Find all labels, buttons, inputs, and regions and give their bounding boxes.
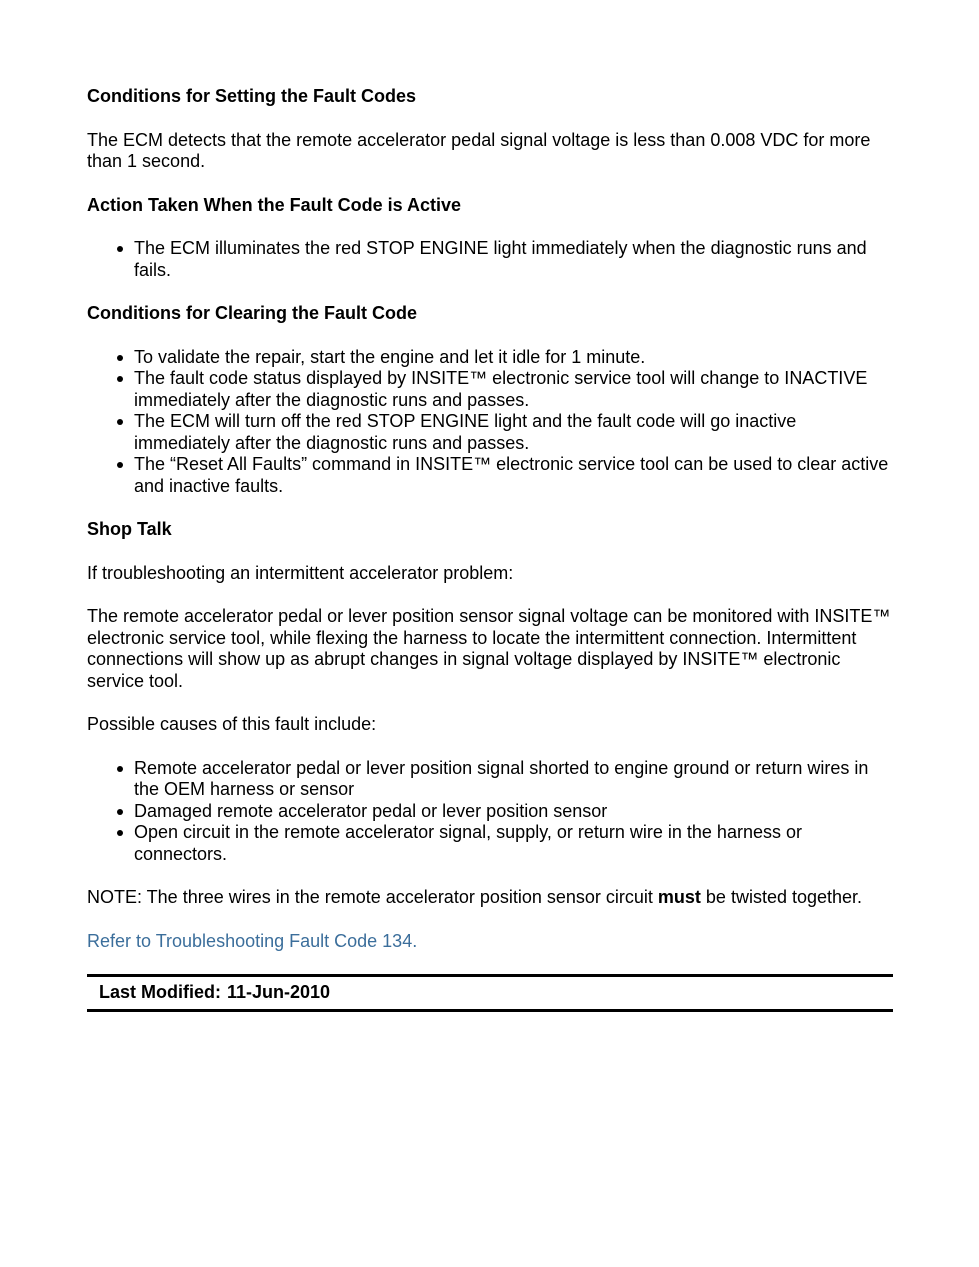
list-item: The fault code status displayed by INSITE™ electronic service tool will change to INACTIVE immediately after the diagnostic runs and passes.: [134, 368, 893, 411]
list-item: The ECM will turn off the red STOP ENGINE light and the fault code will go inactive immediately after the diagnostic runs and passes.: [134, 411, 893, 454]
list-item: Remote accelerator pedal or lever position signal shorted to engine ground or return wires in the OEM harness or sensor: [134, 758, 893, 801]
causes-intro: Possible causes of this fault include:: [87, 714, 377, 734]
last-modified-date: 11-Jun-2010: [227, 982, 331, 1003]
clearing-heading: Conditions for Clearing the Fault Code: [87, 303, 417, 323]
clearing-list: [87, 347, 893, 498]
list-item: To validate the repair, start the engine and let it idle for 1 minute.: [134, 347, 893, 369]
refer-fault-code-link[interactable]: Refer to Troubleshooting Fault Code 134.: [87, 930, 418, 951]
refer-paragraph: [87, 931, 893, 953]
document-content: [87, 86, 893, 1012]
list-item: Damaged remote accelerator pedal or lever position sensor: [134, 801, 893, 823]
note-emphasis: must: [657, 887, 701, 907]
action-heading: Action Taken When the Fault Code is Active: [87, 194, 462, 215]
shop-talk-intro: If troubleshooting an intermittent accelerator problem:: [87, 562, 514, 583]
action-list: [87, 238, 893, 281]
note-suffix: be twisted together.: [700, 887, 863, 907]
list-item: The “Reset All Faults” command in INSITE™ electronic service tool can be used to clear active and inactive faults.: [134, 454, 893, 497]
setting-heading: Conditions for Setting the Fault Codes: [87, 86, 416, 106]
note-prefix: NOTE: The three wires in the remote accelerator position sensor circuit: [87, 887, 658, 907]
shop-talk-text: The remote accelerator pedal or lever position sensor signal voltage can be monitored with INSITE™ electronic service tool, while flexing the harness to locate the intermittent connection. Intermittent connections will show up as abrupt changes in signal voltage displayed by INSITE™ electronic service tool.: [87, 606, 891, 691]
list-item: The ECM illuminates the red STOP ENGINE light immediately when the diagnostic runs and fails.: [134, 238, 893, 281]
note-paragraph: [87, 887, 893, 909]
setting-text: The ECM detects that the remote accelerator pedal signal voltage is less than 0.008 VDC for more than 1 second.: [87, 129, 871, 171]
shop-talk-heading: Shop Talk: [87, 519, 172, 539]
list-item: Open circuit in the remote accelerator signal, supply, or return wire in the harness or connectors.: [134, 822, 893, 865]
last-modified-label: Last Modified:: [99, 982, 221, 1003]
causes-list: [87, 758, 893, 866]
last-modified-bar: [87, 974, 893, 1012]
